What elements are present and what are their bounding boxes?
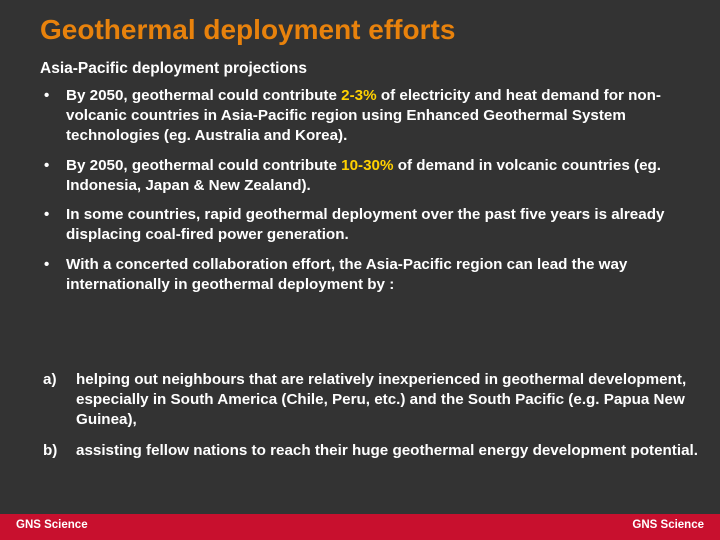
bullet-list [38, 86, 698, 295]
bullet-marker-icon: • [44, 156, 50, 174]
bullet-marker-icon: • [44, 87, 50, 104]
ordered-list-marker: a) [43, 371, 57, 388]
bullet-text: By 2050, geothermal could contribute [66, 87, 342, 104]
footer-left-label: GNS Science [16, 519, 88, 531]
bullet-highlight-text: 2-3% [341, 87, 377, 104]
bullet-highlight-text: 10-30% [341, 156, 394, 174]
ordered-list-container [38, 370, 698, 471]
bullet-marker-icon: • [44, 255, 50, 273]
footer-right-label: GNS Science [632, 519, 704, 531]
bullet-text: of electricity and heat demand for non-volcanic countries in Asia-Pacific region using Enhanced Geothermal System technologies (eg. Australia and Korea). [66, 87, 661, 145]
bullet-text: In some countries, rapid geothermal deployment over the past five years is already displacing coal-fired power generation. [66, 206, 665, 244]
ordered-list-text: assisting fellow nations to reach their huge geothermal energy development potential. [76, 441, 698, 459]
bullet-text: By 2050, geothermal could contribute [66, 156, 342, 174]
bullet-text: of demand in volcanic countries (eg. Indonesia, Japan & New Zealand). [66, 156, 662, 194]
ordered-list-item [38, 441, 698, 461]
ordered-list-text: helping out neighbours that are relatively inexperienced in geothermal development, especially in South America (Chile, Peru, etc.) and the South Pacific (e.g. Papua New Guinea), [76, 371, 687, 429]
ordered-list-item [38, 370, 698, 431]
footer-bar [0, 514, 720, 540]
ordered-list-marker: b) [43, 441, 58, 459]
bullet-item [38, 255, 698, 295]
ordered-list [38, 370, 698, 461]
bullet-item [38, 205, 698, 245]
bullet-marker-icon: • [44, 206, 50, 224]
bullet-item [38, 156, 698, 196]
slide-subtitle: Asia-Pacific deployment projections [40, 60, 308, 77]
bullet-item [38, 86, 698, 147]
page-title: Geothermal deployment efforts [40, 14, 456, 45]
bullet-list-container [38, 86, 698, 304]
bullet-text: With a concerted collaboration effort, the Asia-Pacific region can lead the way internationally in geothermal deployment by : [66, 255, 628, 293]
